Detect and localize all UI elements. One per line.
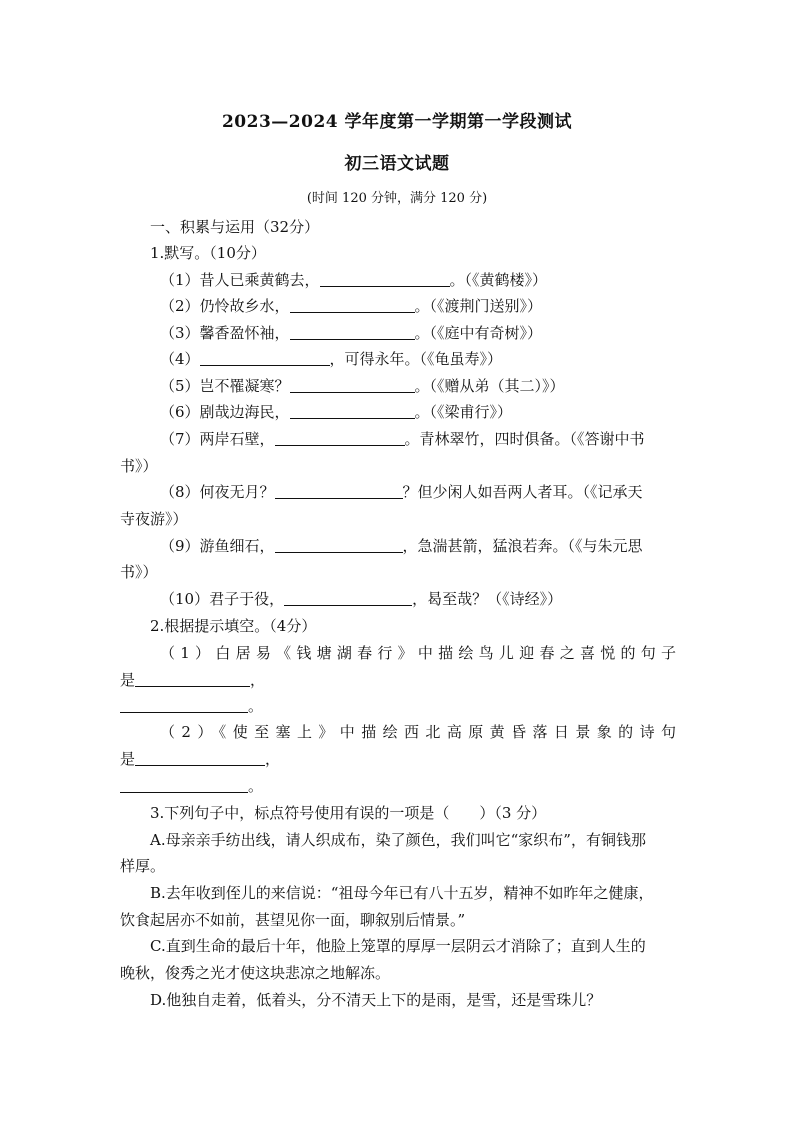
q1-item-10-source: ，曷至哉？（《诗经》） <box>412 590 563 608</box>
exam-subject: 初三语文试题 <box>344 154 450 174</box>
q1-item-3-source: 。（《庭中有奇树》） <box>414 324 543 342</box>
q1-item-2 <box>160 295 676 316</box>
punctuation: ， <box>250 671 266 689</box>
q1-item-5 <box>160 375 676 396</box>
q1-item-10-prompt: （10）君子于役， <box>160 590 285 608</box>
q2-part-2-prompt: （2）《使至塞上》中描绘西北高原黄昏落日景象的诗句 <box>160 723 676 741</box>
q1-item-7 <box>160 428 676 449</box>
q1-item-9 <box>160 535 676 556</box>
q1-item-2-prompt: （2）仍怜故乡水， <box>160 297 290 315</box>
q1-item-3-prompt: （3）馨香盈怀袖， <box>160 324 290 342</box>
q2-part-1-prompt: （1）白居易《钱塘湖春行》中描绘鸟儿迎春之喜悦的句子 <box>160 644 676 662</box>
q1-item-4 <box>160 348 676 369</box>
q2-part-1-line-2 <box>120 695 676 716</box>
answer-blank[interactable] <box>290 297 415 313</box>
answer-blank[interactable] <box>290 324 415 340</box>
q1-item-6-prompt: （6）剧哉边海民， <box>160 403 290 421</box>
answer-blank[interactable] <box>135 671 250 687</box>
q1-item-1-source: 。（《黄鹤楼》） <box>449 271 548 289</box>
question-2-label: 2.根据提示填空。（4分） <box>150 617 317 635</box>
q1-item-9-source: ，急湍甚箭，猛浪若奔。（《与朱元思 <box>402 537 643 555</box>
q2-part-2-line-1 <box>120 748 676 769</box>
q3-option-a-line-2: 样厚。 <box>120 857 166 875</box>
q1-item-2-source: 。（《渡荆门送别》） <box>414 297 543 315</box>
q1-item-10 <box>160 588 676 609</box>
q1-item-3 <box>160 322 676 343</box>
q1-item-4-prompt: （4） <box>160 350 200 368</box>
q1-item-8-continuation: 寺夜游》） <box>120 510 188 528</box>
q3-option-c-line-1: C.直到生命的最后十年，他脸上笼罩的厚厚一层阴云才消除了；直到人生的 <box>150 937 646 955</box>
question-3-label: 3.下列句子中，标点符号使用有误的一项是（ ）（3 分） <box>150 804 547 822</box>
exam-note: (时间 120 分钟，满分 120 分) <box>306 191 488 206</box>
punctuation: ， <box>265 750 281 768</box>
q2-part-2-line-2 <box>120 775 676 796</box>
q3-option-c-line-2: 晚秋，俊秀之光才使这块悲凉之地解冻。 <box>120 964 391 982</box>
q1-item-5-source: 。（《赠从弟（其二）》） <box>414 377 565 395</box>
q1-item-1 <box>160 269 676 290</box>
answer-blank[interactable] <box>275 537 403 553</box>
q1-item-6 <box>160 401 676 422</box>
q1-item-9-continuation: 书》） <box>120 563 158 581</box>
section-heading: 一、积累与运用（32分） <box>150 218 320 236</box>
q1-item-7-continuation: 书》） <box>120 457 158 475</box>
q3-option-d: D.他独自走着，低着头，分不清天上下的是雨，是雪，还是雪珠儿？ <box>150 991 602 1009</box>
punctuation: 。 <box>248 697 264 715</box>
q1-item-7-prompt: （7）两岸石壁， <box>160 430 275 448</box>
q1-item-7-source: 。青林翠竹，四时俱备。（《答谢中书 <box>404 430 645 448</box>
answer-blank[interactable] <box>275 430 405 446</box>
q1-item-4-source: ，可得永年。（《龟虽寿》） <box>329 350 503 368</box>
q1-item-1-prompt: （1）昔人已乘黄鹤去， <box>160 271 320 289</box>
q1-item-8-prompt: （8）何夜无月？ <box>160 483 275 501</box>
answer-blank[interactable] <box>275 483 403 499</box>
q1-item-5-prompt: （5）岂不罹凝寒？ <box>160 377 290 395</box>
question-1-label: 1.默写。（10分） <box>150 244 266 262</box>
answer-blank[interactable] <box>290 377 415 393</box>
punctuation: 。 <box>248 777 264 795</box>
q1-item-9-prompt: （9）游鱼细石， <box>160 537 275 555</box>
q3-option-b-line-2: 饮食起居亦不如前，甚望见你一面，聊叙别后情景。” <box>120 911 466 929</box>
q1-item-8-source: ？但少闲人如吾两人者耳。（《记承天 <box>402 483 643 501</box>
answer-blank[interactable] <box>320 271 450 287</box>
q2-part-1-is: 是 <box>120 671 136 689</box>
q2-part-2-is: 是 <box>120 750 136 768</box>
answer-blank[interactable] <box>120 777 248 793</box>
q1-item-8 <box>160 481 676 502</box>
q1-item-6-source: 。（《梁甫行》） <box>414 403 513 421</box>
answer-blank[interactable] <box>120 697 248 713</box>
answer-blank[interactable] <box>200 350 330 366</box>
exam-title: 2023—2024 学年度第一学期第一学段测试 <box>221 112 573 132</box>
answer-blank[interactable] <box>135 750 265 766</box>
answer-blank[interactable] <box>290 403 415 419</box>
q2-part-1-line-1 <box>120 669 676 690</box>
q3-option-a-line-1: A.母亲亲手纺出线，请人织成布，染了颜色，我们叫它“家织布”，有铜钱那 <box>150 831 646 849</box>
answer-blank[interactable] <box>284 590 412 606</box>
q3-option-b-line-1: B.去年收到侄儿的来信说：“祖母今年已有八十五岁，精神不如昨年之健康， <box>150 884 654 902</box>
